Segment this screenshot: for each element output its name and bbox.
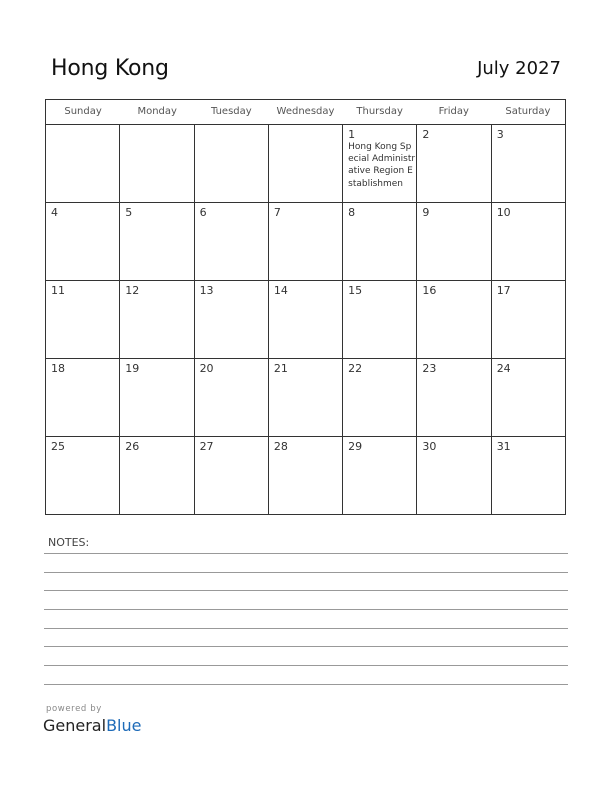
note-line bbox=[44, 684, 568, 685]
day-cell bbox=[492, 359, 565, 436]
day-number: 26 bbox=[125, 440, 140, 453]
day-event bbox=[51, 141, 119, 202]
powered-by-text: powered by bbox=[46, 704, 102, 714]
weekday-header: Thursday bbox=[356, 106, 403, 117]
day-event bbox=[422, 141, 490, 202]
day-cell bbox=[195, 437, 269, 514]
day-event bbox=[497, 141, 565, 202]
day-number: 19 bbox=[125, 362, 140, 375]
day-number: 3 bbox=[496, 128, 504, 141]
calendar-country-title: Hong Kong bbox=[51, 56, 169, 81]
day-number: 8 bbox=[348, 206, 356, 219]
day-number: 9 bbox=[422, 206, 430, 219]
day-cell bbox=[269, 437, 343, 514]
day-event bbox=[125, 141, 193, 202]
note-line bbox=[44, 590, 568, 591]
week-row bbox=[46, 437, 565, 514]
day-cell bbox=[269, 125, 343, 202]
note-line bbox=[44, 665, 568, 666]
day-event bbox=[200, 141, 268, 202]
day-number: 5 bbox=[125, 206, 133, 219]
day-cell bbox=[269, 281, 343, 358]
day-cell bbox=[417, 281, 491, 358]
day-number: 25 bbox=[51, 440, 65, 453]
day-cell bbox=[343, 125, 417, 202]
day-number: 22 bbox=[348, 362, 363, 375]
day-cell bbox=[195, 281, 269, 358]
day-cell bbox=[269, 203, 343, 280]
calendar-month-year: July 2027 bbox=[477, 58, 561, 79]
day-cell bbox=[417, 203, 491, 280]
day-number: 4 bbox=[51, 206, 58, 219]
day-number: 27 bbox=[199, 440, 214, 453]
weekday-header: Tuesday bbox=[211, 106, 252, 117]
weekday-header-row bbox=[46, 100, 565, 125]
note-line bbox=[44, 628, 568, 629]
week-row bbox=[46, 203, 565, 281]
brand-general: General bbox=[43, 716, 107, 735]
day-cell bbox=[343, 359, 417, 436]
day-number: 21 bbox=[273, 362, 288, 375]
day-number: 2 bbox=[422, 128, 430, 141]
calendar-grid bbox=[45, 99, 566, 515]
weekday-header: Saturday bbox=[505, 106, 551, 117]
day-event bbox=[274, 141, 342, 202]
notes-label: NOTES: bbox=[48, 536, 90, 549]
day-cell bbox=[46, 359, 120, 436]
holiday-event: Hong Kong Special Administrative Region Establishmen bbox=[348, 142, 416, 189]
day-cell bbox=[417, 125, 491, 202]
day-cell bbox=[120, 203, 194, 280]
week-row bbox=[46, 281, 565, 359]
day-number: 24 bbox=[496, 362, 511, 375]
day-number: 15 bbox=[348, 284, 363, 297]
generalblue-logo[interactable] bbox=[43, 716, 141, 735]
day-cell bbox=[269, 359, 343, 436]
day-cell bbox=[120, 281, 194, 358]
note-line bbox=[44, 646, 568, 647]
day-number: 13 bbox=[199, 284, 214, 297]
day-number: 6 bbox=[199, 206, 207, 219]
day-number: 29 bbox=[348, 440, 363, 453]
day-number: 7 bbox=[273, 206, 281, 219]
week-row bbox=[46, 359, 565, 437]
day-number: 12 bbox=[125, 284, 140, 297]
week-row bbox=[46, 125, 565, 203]
note-line bbox=[44, 553, 568, 554]
weekday-header: Monday bbox=[137, 106, 177, 117]
note-line bbox=[44, 572, 568, 573]
day-cell bbox=[492, 203, 565, 280]
day-cell bbox=[120, 359, 194, 436]
day-number: 11 bbox=[51, 284, 65, 297]
day-cell bbox=[492, 437, 565, 514]
day-number: 18 bbox=[51, 362, 65, 375]
day-number: 17 bbox=[496, 284, 511, 297]
day-cell bbox=[195, 359, 269, 436]
day-cell bbox=[195, 125, 269, 202]
day-cell bbox=[417, 437, 491, 514]
day-number: 30 bbox=[422, 440, 437, 453]
day-cell bbox=[417, 359, 491, 436]
day-cell bbox=[46, 203, 120, 280]
day-cell bbox=[343, 203, 417, 280]
day-number: 31 bbox=[496, 440, 511, 453]
day-number: 16 bbox=[422, 284, 437, 297]
day-cell bbox=[343, 437, 417, 514]
note-line bbox=[44, 609, 568, 610]
day-cell bbox=[46, 281, 120, 358]
brand-blue: Blue bbox=[106, 716, 142, 735]
day-cell bbox=[46, 437, 120, 514]
day-number: 1 bbox=[348, 128, 356, 141]
day-number: 28 bbox=[273, 440, 288, 453]
day-cell bbox=[46, 125, 120, 202]
day-number: 14 bbox=[273, 284, 288, 297]
day-cell bbox=[120, 437, 194, 514]
day-cell bbox=[195, 203, 269, 280]
day-cell bbox=[492, 281, 565, 358]
day-number: 20 bbox=[199, 362, 214, 375]
day-cell bbox=[120, 125, 194, 202]
day-cell bbox=[492, 125, 565, 202]
day-cell bbox=[343, 281, 417, 358]
day-number: 10 bbox=[496, 206, 511, 219]
day-number: 23 bbox=[422, 362, 437, 375]
weekday-header: Sunday bbox=[64, 106, 102, 117]
weekday-header: Wednesday bbox=[276, 106, 335, 117]
weekday-header: Friday bbox=[438, 106, 469, 117]
